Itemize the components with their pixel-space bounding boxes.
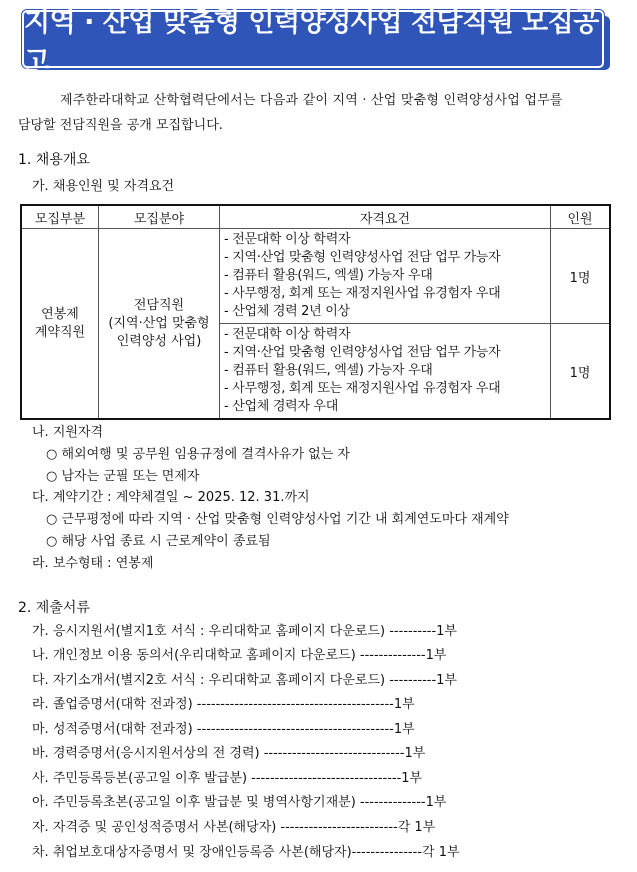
recruitment-table [20, 204, 611, 420]
requirement: - 전문대학 이상 학력자 [224, 327, 351, 342]
document-item: 바. 경력증명서(응시지원서상의 전 경력) ------------------------------1부 [32, 746, 426, 761]
subsection-d: 라. 보수형태 : 연봉제 [32, 556, 154, 571]
requirement: - 전문대학 이상 학력자 [224, 232, 351, 247]
subsection-c: 다. 계약기간 : 계약체결일 ~ 2025. 12. 31.까지 [32, 490, 310, 505]
document-item: 마. 성적증명서(대학 전과정) ------------------------------------------1부 [32, 722, 415, 737]
document-item: 아. 주민등록초본(공고일 이후 발급분 및 병역사항기재분) --------------1부 [32, 795, 447, 810]
requirement: - 컴퓨터 활용(워드, 엑셀) 가능자 우대 [224, 268, 433, 283]
page-title: 지역 · 산업 맞춤형 인력양성사업 전담직원 모집공고 [22, 10, 604, 68]
section-2-heading: 2. 제출서류 [18, 600, 90, 616]
document-item: 다. 자기소개서(별지2호 서식 : 우리대학교 홈페이지 다운로드) ----------1부 [32, 673, 457, 688]
list-item: ○ 해외여행 및 공무원 임용규정에 결격사유가 없는 자 [46, 447, 350, 462]
intro-line-2: 담당할 전담직원을 공개 모집합니다. [18, 118, 223, 133]
requirement: - 컴퓨터 활용(워드, 엑셀) 가능자 우대 [224, 363, 433, 378]
header-division: 모집부분 [21, 205, 99, 229]
requirements-cell [220, 324, 551, 420]
requirement: - 산업체 경력 2년 이상 [224, 304, 350, 319]
document-item: 자. 자격증 및 공인성적증명서 사본(해당자) -------------------------각 1부 [32, 820, 436, 835]
list-item: ○ 근무평정에 따라 지역 · 산업 맞춤형 인력양성사업 기간 내 회계연도마다 재계약 [46, 512, 509, 527]
document-item: 사. 주민등록등본(공고일 이후 발급분) --------------------------------1부 [32, 771, 423, 786]
requirement: - 사무행정, 회계 또는 재정지원사업 유경험자 우대 [224, 381, 501, 396]
document-item: 차. 취업보호대상자증명서 및 장애인등록증 사본(해당자)---------------각 1부 [32, 845, 460, 860]
count-cell: 1명 [551, 324, 611, 420]
requirement: - 지역·산업 맞춤형 인력양성사업 전담 업무 가능자 [224, 250, 501, 265]
requirement: - 산업체 경력자 우대 [224, 399, 338, 414]
header-field: 모집분야 [99, 205, 220, 229]
document-item: 나. 개인정보 이용 동의서(우리대학교 홈페이지 다운로드) --------------1부 [32, 648, 447, 663]
count-cell: 1명 [551, 229, 611, 324]
header-count: 인원 [551, 205, 611, 229]
requirement: - 지역·산업 맞춤형 인력양성사업 전담 업무 가능자 [224, 345, 501, 360]
document-item: 라. 졸업증명서(대학 전과정) ------------------------------------------1부 [32, 697, 415, 712]
field-cell: 전담직원 (지역·산업 맞춤형 인력양성 사업) [99, 229, 220, 420]
section-1-heading: 1. 채용개요 [18, 152, 90, 168]
header-requirements: 자격요건 [220, 205, 551, 229]
requirement: - 사무행정, 회계 또는 재정지원사업 유경험자 우대 [224, 286, 501, 301]
subsection-b: 나. 지원자격 [32, 425, 104, 440]
list-item: ○ 해당 사업 종료 시 근로계약이 종료됨 [46, 534, 271, 549]
list-item: ○ 남자는 군필 또는 면제자 [46, 469, 200, 484]
requirements-cell [220, 229, 551, 324]
document-item: 가. 응시지원서(별지1호 서식 : 우리대학교 홈페이지 다운로드) ----------1부 [32, 624, 457, 639]
intro-line-1: 제주한라대학교 산학협력단에서는 다음과 같이 지역 · 산업 맞춤형 인력양성사업 업무를 [60, 93, 563, 108]
division-cell: 연봉제 계약직원 [21, 229, 99, 420]
subsection-a: 가. 채용인원 및 자격요건 [32, 179, 175, 194]
